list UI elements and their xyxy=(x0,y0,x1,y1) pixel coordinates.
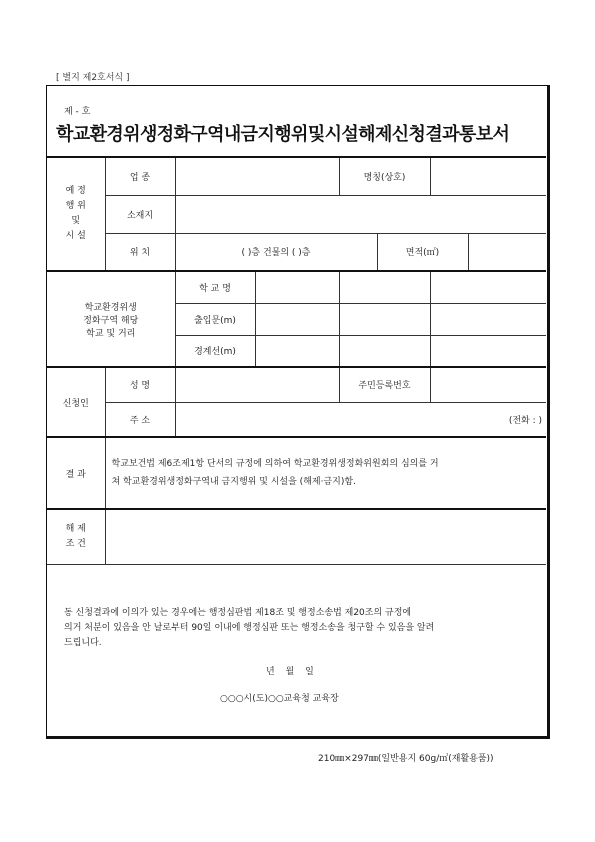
school-section-header: 학교환경위생 정화구역 해당 학교 및 거리 xyxy=(47,271,175,367)
document-number: 제 - 호 xyxy=(64,107,91,117)
location-field[interactable]: ( )층 건물의 ( )층 xyxy=(175,233,377,271)
address-label: 소재지 xyxy=(105,195,175,233)
boundary-distance-cell-2[interactable] xyxy=(339,335,430,367)
applicant-address-field[interactable] xyxy=(175,402,546,437)
school-name-cell-1[interactable] xyxy=(255,271,339,303)
business-type-field[interactable] xyxy=(175,157,339,195)
boundary-distance-cell-1[interactable] xyxy=(255,335,339,367)
facility-address-field[interactable] xyxy=(175,195,546,233)
gate-distance-cell-2[interactable] xyxy=(339,303,430,335)
id-number-label: 주민등록번호 xyxy=(339,367,430,402)
applicant-address-label: 주 소 xyxy=(105,402,175,437)
boundary-distance-cell-3[interactable] xyxy=(430,335,546,367)
form-table xyxy=(47,156,546,565)
result-text: 학교보건법 제6조제1항 단서의 규정에 의하여 학교환경위생정화위원회의 심의를 거 쳐 학교환경위생정화구역내 금지행위 및 시설을 (해제·금지)함. xyxy=(105,437,546,509)
paper-spec: 210㎜×297㎜(일반용지 60g/㎡(재활용품)) xyxy=(318,754,494,764)
date-line: 년 월 일 xyxy=(266,667,314,677)
facility-section-header: 예 정 행 위 및 시 설 xyxy=(47,157,105,271)
result-section-header: 결 과 xyxy=(47,437,105,509)
applicant-name-field[interactable] xyxy=(175,367,339,402)
phone-text: (전화 : ) xyxy=(508,415,542,426)
issuer-signature: ○○○시(도)○○교육청 교육장 xyxy=(220,694,339,704)
gate-distance-cell-3[interactable] xyxy=(430,303,546,335)
form-number-label: [ 별지 제2호서식 ] xyxy=(56,73,130,83)
conditions-section-header: 해 제 조 건 xyxy=(47,509,105,564)
boundary-distance-label: 경계선(m) xyxy=(175,335,255,367)
school-name-cell-2[interactable] xyxy=(339,271,430,303)
area-label: 면적(㎡) xyxy=(377,233,468,271)
appeal-notice: 동 신청결과에 이의가 있는 경우에는 행정심판법 제18조 및 행정소송법 제20조의 규정에 의거 처분이 있음을 안 날로부터 90일 이내에 행정심판 또는 행정소송을 청구할 수 있음을 알려 드립니다. xyxy=(64,608,435,648)
location-label: 위 치 xyxy=(105,233,175,271)
trade-name-label: 명칭(상호) xyxy=(339,157,430,195)
school-name-label: 학 교 명 xyxy=(175,271,255,303)
gate-distance-cell-1[interactable] xyxy=(255,303,339,335)
trade-name-field[interactable] xyxy=(430,157,546,195)
id-number-field[interactable] xyxy=(430,367,546,402)
applicant-name-label: 성 명 xyxy=(105,367,175,402)
gate-distance-label: 출입문(m) xyxy=(175,303,255,335)
conditions-field[interactable] xyxy=(105,509,546,564)
page-title: 학교환경위생정화구역내금지행위및시설해제신청결과통보서 xyxy=(56,124,510,145)
business-type-label: 업 종 xyxy=(105,157,175,195)
area-field[interactable] xyxy=(468,233,546,271)
school-name-cell-3[interactable] xyxy=(430,271,546,303)
applicant-section-header: 신청인 xyxy=(47,367,105,437)
